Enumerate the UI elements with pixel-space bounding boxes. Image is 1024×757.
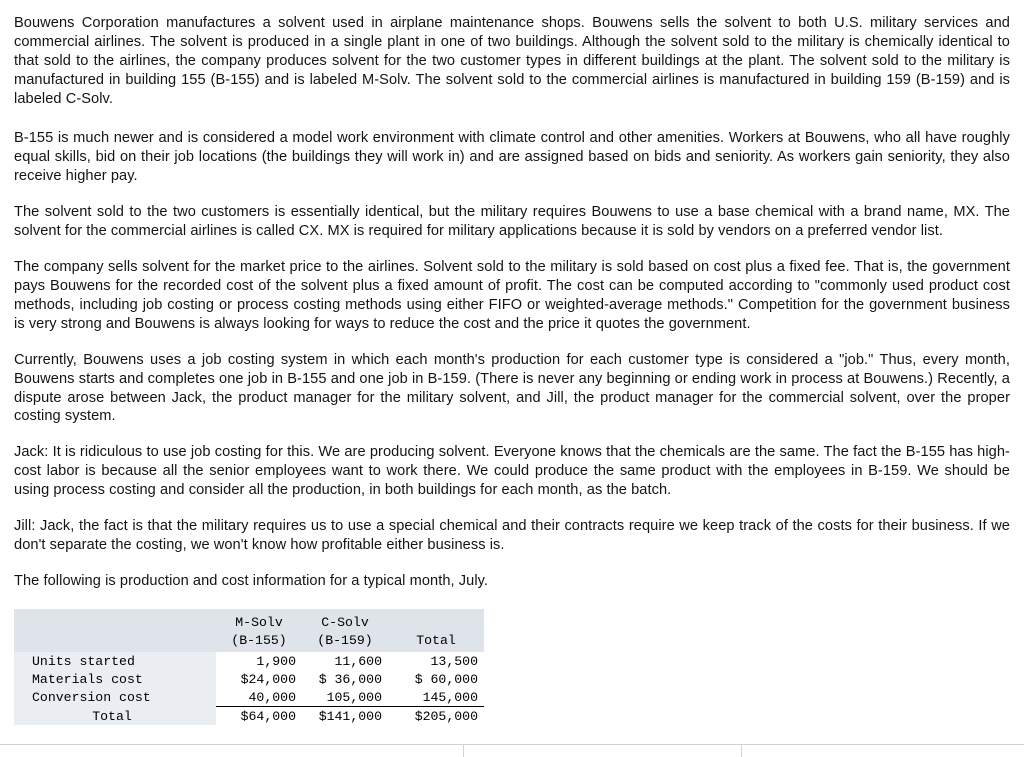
header-blank-2: [388, 609, 484, 631]
cell-conversion-cost-msolv: 40,000: [216, 688, 302, 707]
cell-units-started-total: 13,500: [388, 652, 484, 670]
cell-units-started-csolv: 11,600: [302, 652, 388, 670]
table-head: [14, 609, 484, 652]
header-msolv: M-Solv: [216, 609, 302, 631]
header-blank-3: [14, 631, 216, 652]
row-label-materials-cost: Materials cost: [14, 670, 216, 688]
cell-total-total: $205,000: [388, 707, 484, 726]
table-row: [14, 688, 484, 707]
paragraph-2: B-155 is much newer and is considered a model work environment with climate control and other amenities. Workers at Bouwens, who all have roughly equal skills, bid on their job locations (the buildings they will work in) and are assigned based on bids and seniority. As workers gain seniority, they also receive higher pay.: [14, 129, 1010, 184]
paragraph-3: The solvent sold to the two customers is essentially identical, but the military requires Bouwens to use a base chemical with a brand name, MX. The solvent for the commercial airlines is called CX. MX is required for military applications because it is sold by vendors on a preferred vendor list.: [14, 203, 1010, 239]
cell-units-started-msolv: 1,900: [216, 652, 302, 670]
header-b159: (B-159): [302, 631, 388, 652]
cell-total-csolv: $141,000: [302, 707, 388, 726]
cell-materials-cost-total: $ 60,000: [388, 670, 484, 688]
row-label-conversion-cost: Conversion cost: [14, 688, 216, 707]
row-label-units-started: Units started: [14, 652, 216, 670]
table-row: [14, 670, 484, 688]
cell-conversion-cost-csolv: 105,000: [302, 688, 388, 707]
row-label-total: Total: [14, 707, 216, 726]
cell-conversion-cost-total: 145,000: [388, 688, 484, 707]
paragraph-table-intro: The following is production and cost information for a typical month, July.: [14, 573, 489, 590]
paragraph-4: The company sells solvent for the market price to the airlines. Solvent sold to the military is sold based on cost plus a fixed fee. That is, the government pays Bouwens for the recorded cost of the solvent plus a fixed amount of profit. The cost can be computed according to "commonly used product cost methods, including job costing or process costing methods using either FIFO or weighted-average methods." Competition for the government business is very strong and Bouwens is always looking for ways to reduce the cost and the price it quotes the government.: [14, 258, 1010, 332]
cell-materials-cost-csolv: $ 36,000: [302, 670, 388, 688]
header-csolv: C-Solv: [302, 609, 388, 631]
page-bottom-divider: [0, 744, 1024, 757]
cell-total-msolv: $64,000: [216, 707, 302, 726]
divider-tick-right: [741, 745, 742, 757]
table-header-row-2: [14, 631, 484, 652]
table-body: [14, 652, 484, 725]
production-cost-table-wrapper: [14, 609, 1010, 725]
paragraph-1: Bouwens Corporation manufactures a solvent used in airplane maintenance shops. Bouwens sells the solvent to both U.S. military services and commercial airlines. The solvent is produced in a single plant in one of two buildings. Although the solvent sold to the military is chemically identical to that sold to the airlines, the company produces solvent for the two customer types in different buildings at the plant. The solvent sold to the military is manufactured in building 155 (B-155) and is labeled M-Solv. The solvent sold to the commercial airlines is manufactured in building 159 (B-159) and is labeled C-Solv.: [14, 15, 1010, 107]
header-b155: (B-155): [216, 631, 302, 652]
divider-tick-left: [463, 745, 464, 757]
production-cost-table: [14, 609, 484, 725]
cell-materials-cost-msolv: $24,000: [216, 670, 302, 688]
paragraph-jill-dialogue: Jill: Jack, the fact is that the military requires us to use a special chemical and their contracts require we keep track of the costs for their business. If we don't separate the costing, we won't know how profitable either business is.: [14, 518, 1010, 554]
paragraph-5: Currently, Bouwens uses a job costing system in which each month's production for each customer type is considered a "job." Thus, every month, Bouwens starts and completes one job in B-155 and one job in B-159. (There is never any beginning or ending work in process at Bouwens.) Recently, a dispute arose between Jack, the product manager for the military solvent, and Jill, the product manager for the commercial solvent, over the proper costing system.: [14, 351, 1010, 425]
header-blank-1: [14, 609, 216, 631]
header-total: Total: [388, 631, 484, 652]
table-total-row: [14, 707, 484, 726]
table-header-row-1: [14, 609, 484, 631]
paragraph-jack-dialogue: Jack: It is ridiculous to use job costing for this. We are producing solvent. Everyone knows that the chemicals are the same. The fact the B-155 has high-cost labor is because all the senior employees want to work there. We could produce the same product with the employees in B-159. We should be using process costing and consider all the production, in both buildings for each month, as the batch.: [14, 444, 1010, 499]
table-row: [14, 652, 484, 670]
